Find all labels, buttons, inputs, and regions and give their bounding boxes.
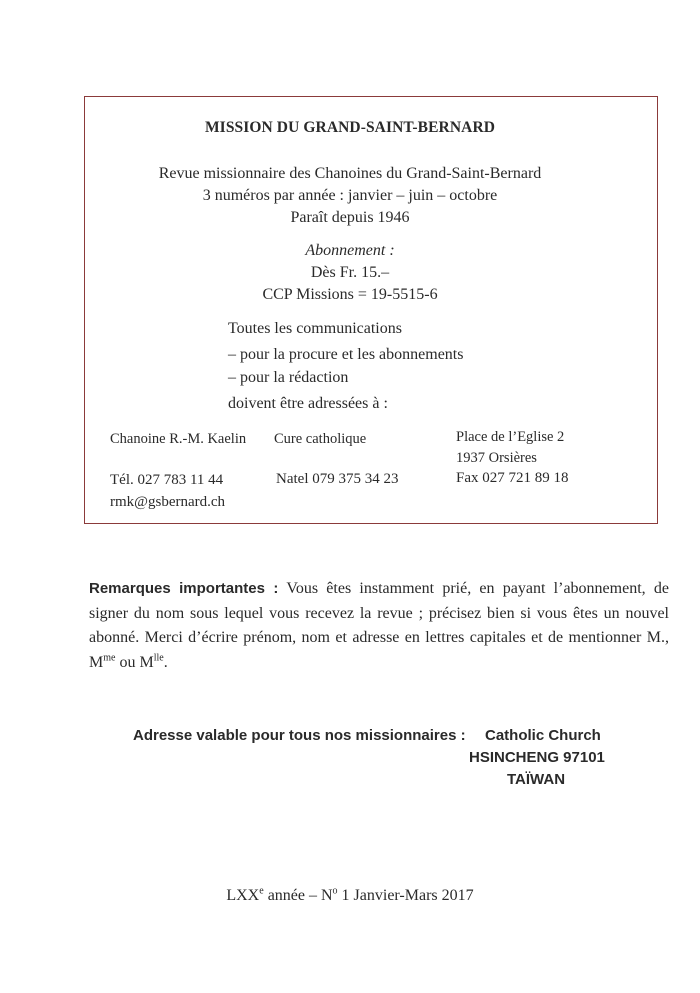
remarks-end: . xyxy=(163,653,168,671)
contact-email[interactable]: rmk@gsbernard.ch xyxy=(110,494,226,510)
footer-volume: LXX xyxy=(226,887,260,904)
issue-footer xyxy=(0,887,700,905)
remarks-sup: me xyxy=(103,652,116,664)
subscription-label: Abonnement : xyxy=(305,242,395,259)
remarks-text: Vous êtes instamment prié, en payant l’abonnement, de signer du nom sous lequel vous recevez la revue ; précisez bien si vous êtes un nouvel abonné. Merci d’écrire prénom, nom et adresse en lettres capitales et de mentionner M., M xyxy=(89,580,669,671)
missionaries-address-3: TAÏWAN xyxy=(507,771,566,788)
footer-sup: e xyxy=(259,885,264,897)
contact-natel: Natel 079 375 34 23 xyxy=(276,471,399,487)
contact-name: Chanoine R.-M. Kaelin xyxy=(110,431,247,447)
footer-sup: o xyxy=(332,885,338,897)
missionaries-address-2: HSINCHENG 97101 xyxy=(469,749,605,766)
missionaries-label: Adresse valable pour tous nos missionnaires : xyxy=(133,727,466,744)
contact-tel: Tél. 027 783 11 44 xyxy=(110,472,224,488)
important-remarks xyxy=(89,577,669,675)
info-frame xyxy=(84,96,658,524)
remarks-or: ou M xyxy=(115,653,154,671)
remarks-label: Remarques importantes : xyxy=(89,580,279,597)
communications-item: – pour la procure et les abonnements xyxy=(228,346,464,363)
communications-item: – pour la rédaction xyxy=(228,369,349,386)
contact-city: 1937 Orsières xyxy=(456,450,537,466)
footer-year: année – N xyxy=(263,887,333,904)
contact-fax: Fax 027 721 89 18 xyxy=(456,470,569,486)
ccp-account: CCP Missions = 19-5515-6 xyxy=(262,286,438,303)
mission-title: MISSION DU GRAND-SAINT-BERNARD xyxy=(204,119,496,136)
missionaries-address-1: Catholic Church xyxy=(485,727,601,744)
footer-issue: 1 Janvier-Mars 2017 xyxy=(337,887,474,904)
contact-parish: Cure catholique xyxy=(274,431,367,447)
remarks-sup: lle xyxy=(153,652,164,664)
issues-line: 3 numéros par année : janvier – juin – octobre xyxy=(202,187,498,204)
contact-street: Place de l’Eglise 2 xyxy=(456,429,565,445)
communications-outro: doivent être adressées à : xyxy=(228,395,388,412)
review-subtitle: Revue missionnaire des Chanoines du Grand-Saint-Bernard xyxy=(158,165,542,182)
subscription-price: Dès Fr. 15.– xyxy=(310,264,390,281)
communications-intro: Toutes les communications xyxy=(228,320,402,337)
since-line: Paraît depuis 1946 xyxy=(290,209,410,226)
